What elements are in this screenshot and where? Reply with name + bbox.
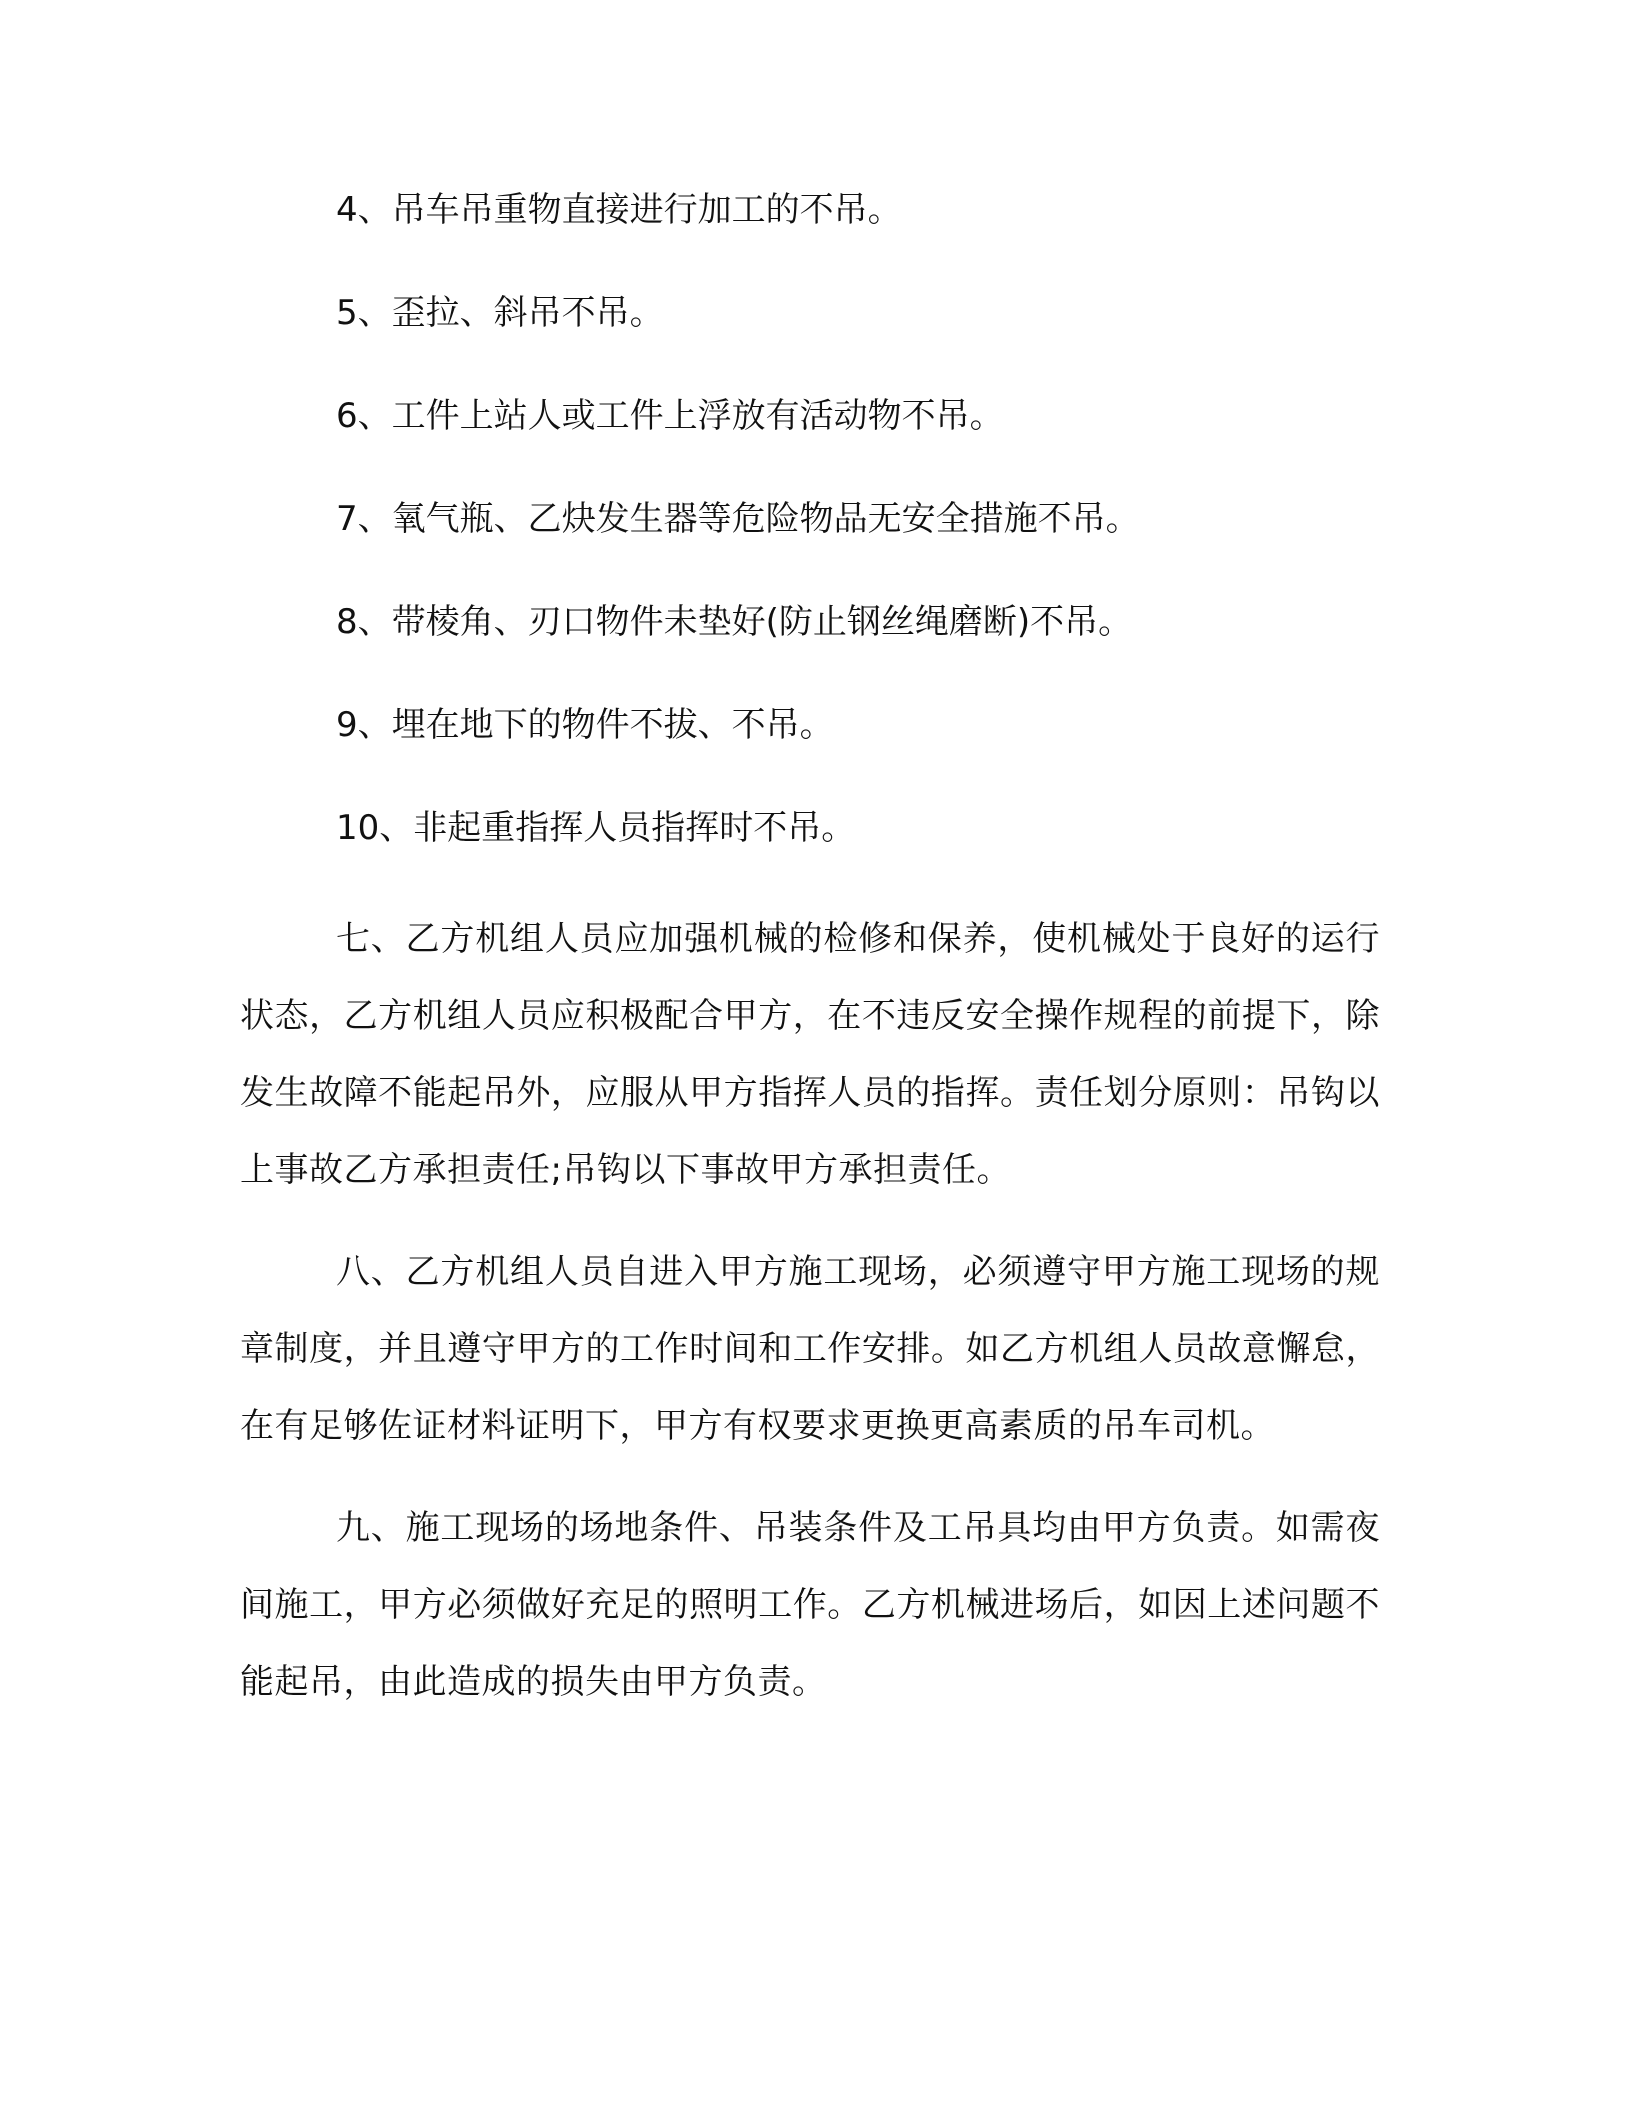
clause-nine-paragraph: 九、施工现场的场地条件、吊装条件及工吊具均由甲方负责。如需夜间施工，甲方必须做好充足的照明工作。乙方机械进场后，如因上述问题不能起吊，由此造成的损失由甲方负责。 (240, 1508, 1380, 1702)
list-item: 5、歪拉、斜吊不吊。 (336, 293, 664, 333)
clause-seven-paragraph: 七、乙方机组人员应加强机械的检修和保养，使机械处于良好的运行状态，乙方机组人员应积极配合甲方，在不违反安全操作规程的前提下，除发生故障不能起吊外，应服从甲方指挥人员的指挥。责任划分原则：吊钩以上事故乙方承担责任;吊钩以下事故甲方承担责任。 (240, 919, 1380, 1190)
list-item: 8、带棱角、刃口物件未垫好(防止钢丝绳磨断)不吊。 (336, 602, 1133, 642)
list-item: 4、吊车吊重物直接进行加工的不吊。 (336, 190, 902, 230)
clause-eight-paragraph: 八、乙方机组人员自进入甲方施工现场，必须遵守甲方施工现场的规章制度，并且遵守甲方的工作时间和工作安排。如乙方机组人员故意懈怠，在有足够佐证材料证明下，甲方有权要求更换更高素质的吊车司机。 (240, 1252, 1380, 1446)
list-item: 10、非起重指挥人员指挥时不吊。 (336, 808, 856, 848)
list-item: 9、埋在地下的物件不拔、不吊。 (336, 705, 834, 745)
document-body (240, 180, 1380, 1746)
list-item: 6、工件上站人或工件上浮放有活动物不吊。 (336, 396, 1004, 436)
list-item: 7、氧气瓶、乙炔发生器等危险物品无安全措施不吊。 (336, 499, 1140, 539)
prohibition-list (240, 180, 1380, 858)
